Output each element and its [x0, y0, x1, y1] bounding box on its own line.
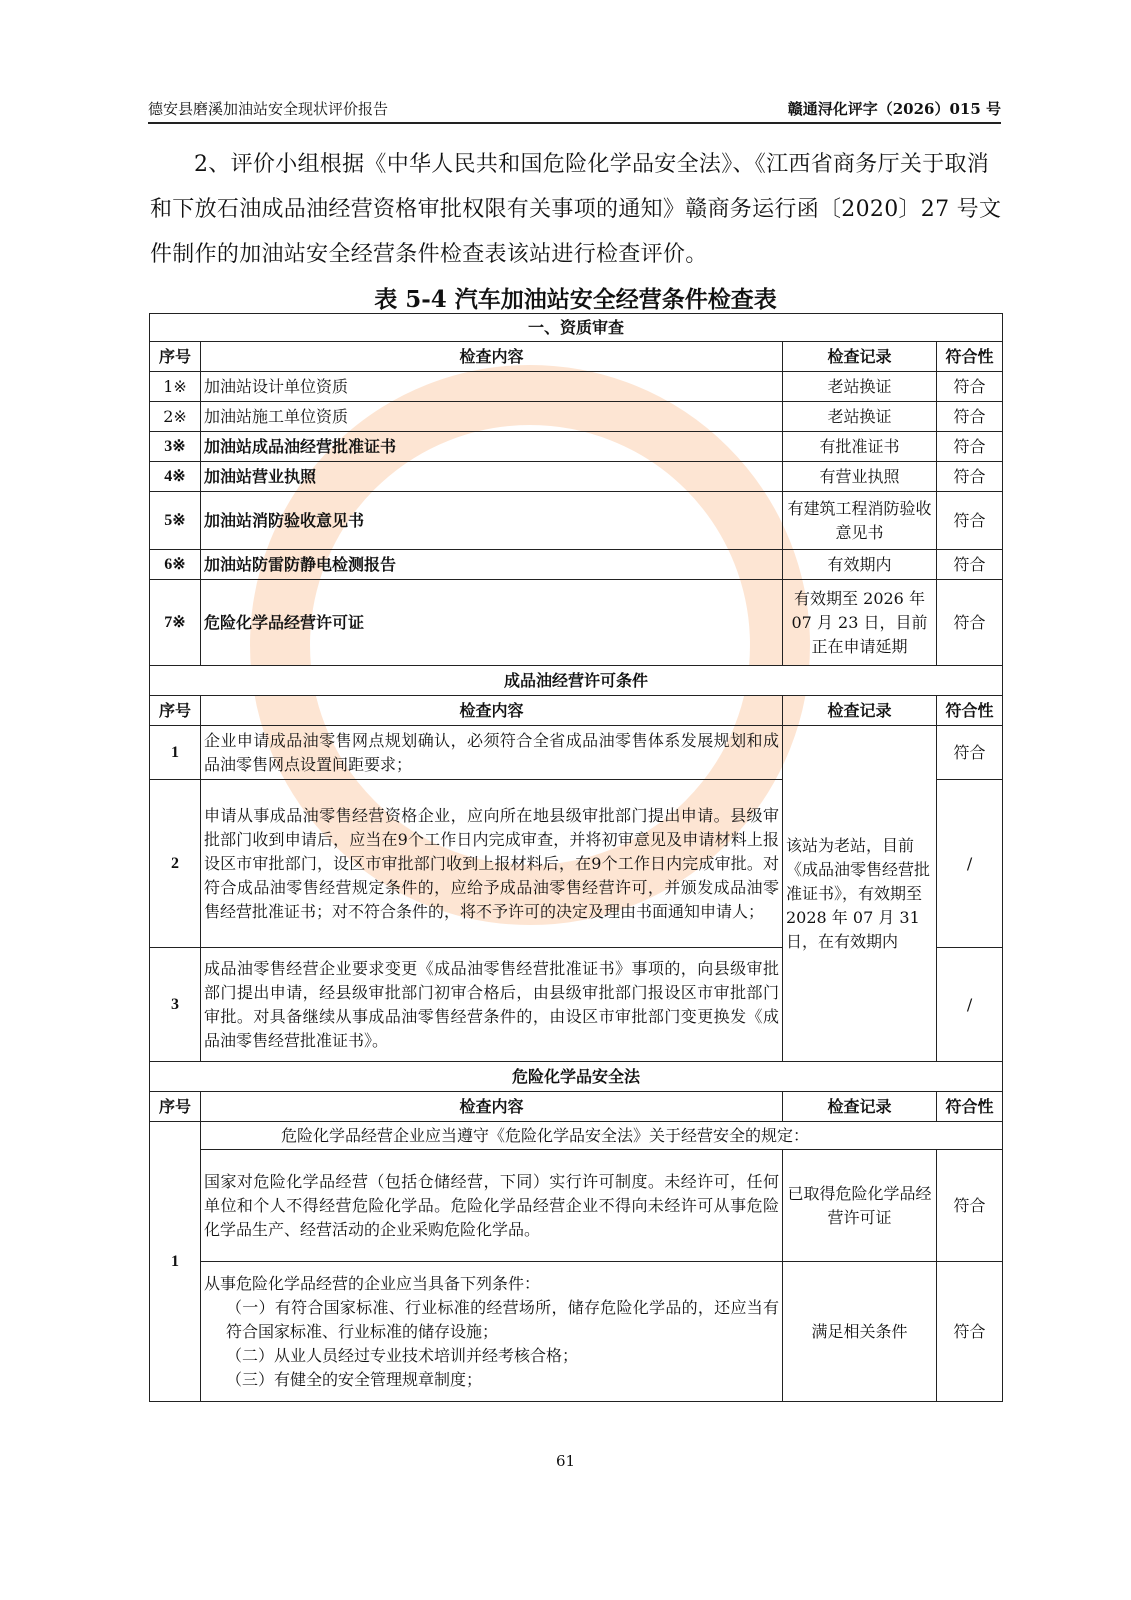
table-row: 2 申请从事成品油零售经营资格企业，应向所在地县级审批部门提出申请。县级审批部门收到申请后，应当在9个工作日内完成审查，并将初审意见及申请材料上报设区市审批部门，设区市审批部门收到上报材料后，在9个工作日内完成审批。对符合成品油零售经营规定条件的，应给予成品油零售经营许可，并颁发成品油零售经营批准证书；对不符合条件的，将不予许可的决定及理由书面通知申请人； / — [150, 780, 1003, 948]
page-number: 61 — [555, 1452, 576, 1470]
table-row: 7※ 危险化学品经营许可证 有效期至 2026 年 07 月 23 日，目前正在申请延期 符合 — [150, 580, 1003, 666]
table-row: 1 危险化学品经营企业应当遵守《危险化学品安全法》关于经营安全的规定： — [150, 1122, 1003, 1150]
shared-record-cell: 该站为老站，目前《成品油零售经营批准证书》，有效期至 2028 年 07 月 31 日，在有效期内 — [783, 726, 937, 1062]
table-row: 1 企业申请成品油零售网点规划确认，必须符合全省成品油零售体系发展规划和成品油零售网点设置间距要求； 该站为老站，目前《成品油零售经营批准证书》，有效期至 2028 年 07 月 31 日，在有效期内 符合 — [150, 726, 1003, 780]
table-row: 从事危险化学品经营的企业应当具备下列条件： （一）有符合国家标准、行业标准的经营场所，储存危险化学品的，还应当有符合国家标准、行业标准的储存设施； （二）从业人员经过专业技术培训并经考核合格； （三）有健全的安全管理规章制度； 满足相关条件 符合 — [150, 1262, 1003, 1402]
table-row: 3 成品油零售经营企业要求变更《成品油零售经营批准证书》事项的，向县级审批部门提出申请，经县级审批部门初审合格后，由县级审批部门报设区市审批部门审批。对具备继续从事成品油零售经营条件的，由设区市审批部门变更换发《成品油零售经营批准证书》。 / — [150, 948, 1003, 1062]
column-header-row: 序号 检查内容 检查记录 符合性 — [150, 1092, 1003, 1122]
condition-item-3: （三）有健全的安全管理规章制度； — [226, 1369, 483, 1389]
table-row: 2※ 加油站施工单位资质 老站换证 符合 — [150, 402, 1003, 432]
section-header-qualification: 一、资质审查 — [150, 314, 1003, 342]
section-header-oil-license: 成品油经营许可条件 — [150, 666, 1003, 696]
column-header-row: 序号 检查内容 检查记录 符合性 — [150, 696, 1003, 726]
condition-item-1: （一）有符合国家标准、行业标准的经营场所，储存危险化学品的，还应当有符合国家标准、行业标准的储存设施； — [226, 1297, 779, 1341]
header-report-title: 德安县磨溪加油站安全现状评价报告 — [148, 100, 389, 118]
table-row: 5※ 加油站消防验收意见书 有建筑工程消防验收意见书 符合 — [150, 492, 1003, 550]
table-row: 1※ 加油站设计单位资质 老站换证 符合 — [150, 372, 1003, 402]
table-row: 4※ 加油站营业执照 有营业执照 符合 — [150, 462, 1003, 492]
table-row: 3※ 加油站成品油经营批准证书 有批准证书 符合 — [150, 432, 1003, 462]
check-table — [149, 313, 1003, 1402]
table-row: 国家对危险化学品经营（包括仓储经营，下同）实行许可制度。未经许可，任何单位和个人不得经营危险化学品。危险化学品经营企业不得向未经许可从事危险化学品生产、经营活动的企业采购危险化学品。 已取得危险化学品经营许可证 符合 — [150, 1150, 1003, 1262]
condition-item-2: （二）从业人员经过专业技术培训并经考核合格； — [226, 1345, 579, 1365]
intro-paragraph: 2、评价小组根据《中华人民共和国危险化学品安全法》、《江西省商务厅关于取消和下放石油成品油经营资格审批权限有关事项的通知》赣商务运行函〔2020〕27 号文件制作的加油站安全经营条件检查表该站进行检查评价。 — [150, 152, 1002, 267]
table-row: 6※ 加油站防雷防静电检测报告 有效期内 符合 — [150, 550, 1003, 580]
table-title: 表 5-4 汽车加油站安全经营条件检查表 — [374, 286, 777, 313]
section-header-hazchem-law: 危险化学品安全法 — [150, 1062, 1003, 1092]
column-header-row: 序号 检查内容 检查记录 符合性 — [150, 342, 1003, 372]
condition-intro: 从事危险化学品经营的企业应当具备下列条件： — [204, 1273, 541, 1293]
page-header — [148, 98, 1001, 124]
header-report-number: 赣通浔化评字（2026）015 号 — [787, 100, 1001, 118]
